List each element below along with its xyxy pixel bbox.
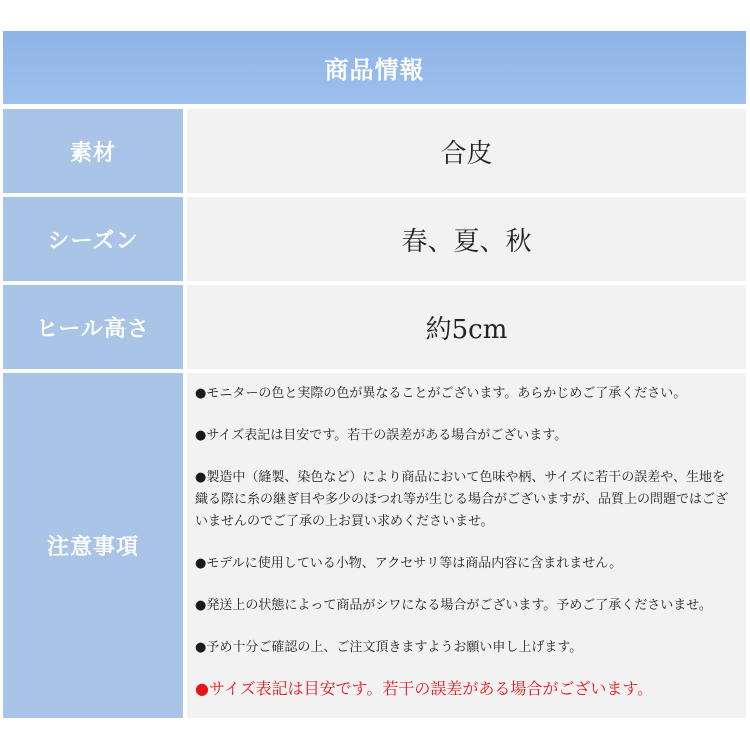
note-item: ●製造中（縫製、染色など）により商品において色味や柄、サイズに若干の誤差や、生地を織る際に糸の継ぎ目や多少のほつれ等が生じる場合がございますが、品質上の問題ではございませんのでご了承の上お買い求めくださいませ。 xyxy=(195,470,729,529)
info-row-heel-height xyxy=(3,285,746,369)
info-row-material xyxy=(3,109,746,193)
row-label: 注意事項 xyxy=(3,373,183,718)
page-title: 商品情報 xyxy=(3,31,746,104)
row-value: 約5cm xyxy=(187,285,746,369)
note-item: ●モニターの色と実際の色が異なることがございます。あらかじめご了承ください。 xyxy=(195,386,687,401)
row-value: 春、夏、秋 xyxy=(187,197,746,281)
notes-list xyxy=(187,373,746,718)
note-item: ●モデルに使用している小物、アクセサリ等は商品内容に含まれません。 xyxy=(195,556,623,571)
note-item: ●予め十分ご確認の上、ご注文頂きますようお願い申し上げます。 xyxy=(195,640,583,655)
note-item: ●サイズ表記は目安です。若干の誤差がある場合がございます。 xyxy=(195,428,568,443)
row-label: ヒール高さ xyxy=(3,285,183,369)
warning-note: ●サイズ表記は目安です。若干の誤差がある場合がございます。 xyxy=(195,679,654,698)
row-label: 素材 xyxy=(3,109,183,193)
info-row-notes xyxy=(3,373,746,718)
note-item: ●発送上の状態によって商品がシワになる場合がございます。予めご了承くださいませ。 xyxy=(195,598,712,613)
info-row-season xyxy=(3,197,746,281)
row-label: シーズン xyxy=(3,197,183,281)
row-value: 合皮 xyxy=(187,109,746,193)
